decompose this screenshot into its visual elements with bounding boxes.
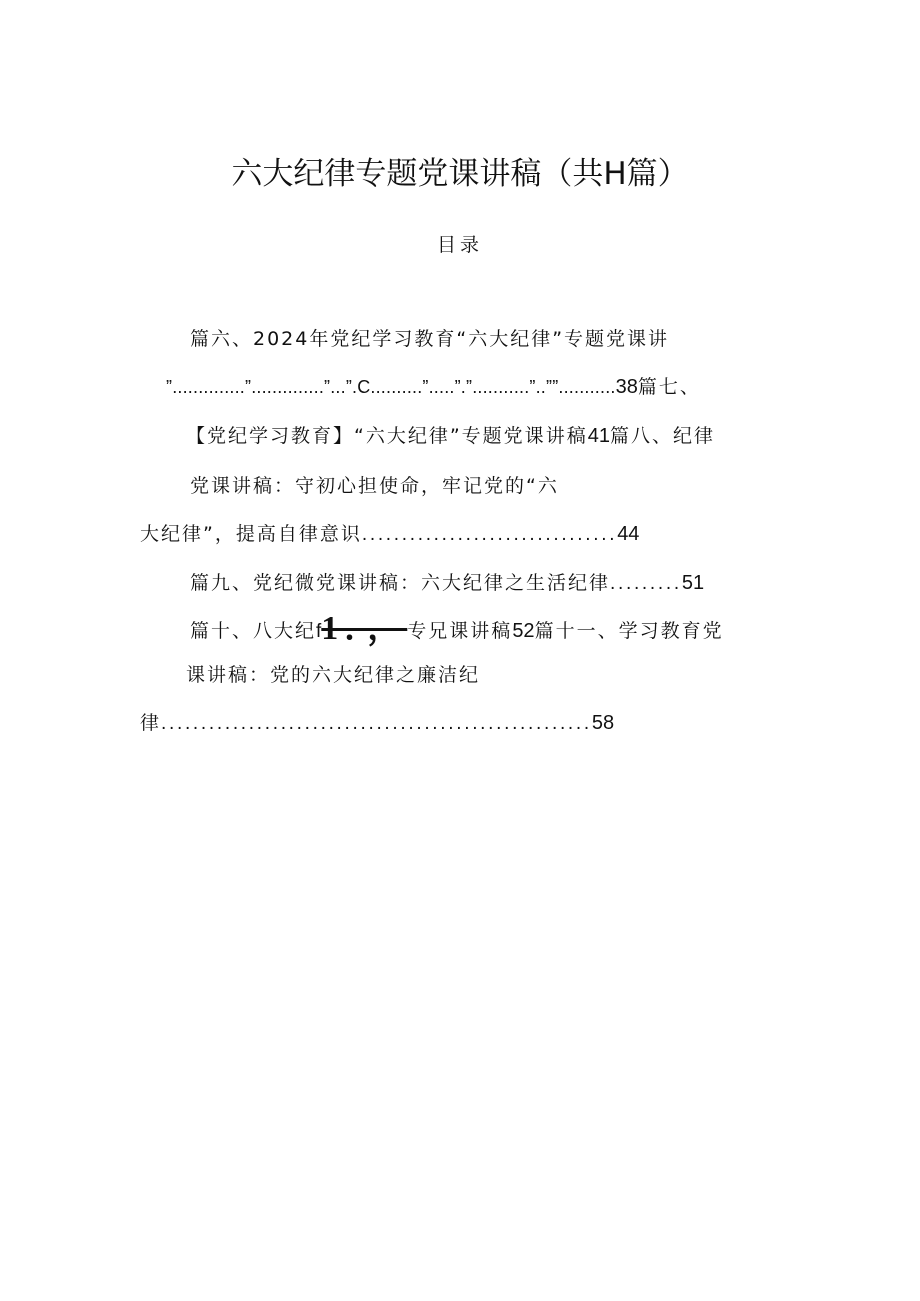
toc-entry-text: 大纪律”，提高自律意识 [140, 523, 362, 545]
toc-garbled-mark: 1．， [321, 610, 408, 647]
document-title: 六大纪律专题党课讲稿（共H篇） [231, 156, 689, 192]
toc-leader-dots: ......... [610, 573, 682, 594]
toc-leader-dots: ................................ [361, 524, 618, 545]
toc-heading: 目录 [436, 234, 483, 256]
toc-entry-text: 篇六、2024年党纪学习教育“六大纪律”专题党课讲 [190, 328, 670, 350]
toc-page-number: 38 [615, 376, 638, 398]
toc-entry-text: 篇九、党纪微党课讲稿：六大纪律之生活纪律 [190, 572, 611, 594]
toc-line-7 [190, 610, 724, 647]
toc-leader-dots: ”..............”..............”...”.C..........”.....”.”...........”..””........... [166, 377, 616, 397]
toc-page-number: 52 [512, 620, 535, 642]
toc-page-number: 51 [681, 572, 705, 594]
toc-leader-dots: ...................................................... [161, 713, 592, 734]
toc-line-3 [186, 423, 715, 449]
toc-line-6 [190, 570, 704, 597]
toc-entry-text: 专兄课讲稿 [407, 620, 513, 642]
toc-entry-text: 篇七、 [637, 376, 701, 398]
toc-line-4 [190, 473, 559, 499]
toc-line-1 [190, 326, 669, 352]
toc-entry-text: 篇十、八大纪 [190, 620, 317, 642]
toc-entry-text: 律 [140, 712, 162, 734]
toc-line-2 [166, 374, 701, 400]
toc-entry-text: 课讲稿：党的六大纪律之廉洁纪 [186, 664, 481, 686]
toc-entry-text: 【党纪学习教育】“六大纪律”专题党课讲稿 [186, 425, 588, 447]
toc-entry-text: 篇八、纪律 [609, 425, 715, 447]
toc-page-number: 58 [591, 712, 615, 734]
toc-garbled-glyph: f [316, 621, 322, 642]
toc-page-number: 41 [587, 425, 610, 447]
toc-entry-text: 篇十一、学习教育党 [534, 620, 724, 642]
toc-page-number: 44 [617, 523, 640, 545]
toc-line-8 [186, 662, 480, 688]
toc-line-5 [140, 521, 639, 548]
toc-entry-text: 党课讲稿：守初心担使命，牢记党的“六 [190, 475, 559, 497]
toc-line-9 [140, 710, 614, 737]
